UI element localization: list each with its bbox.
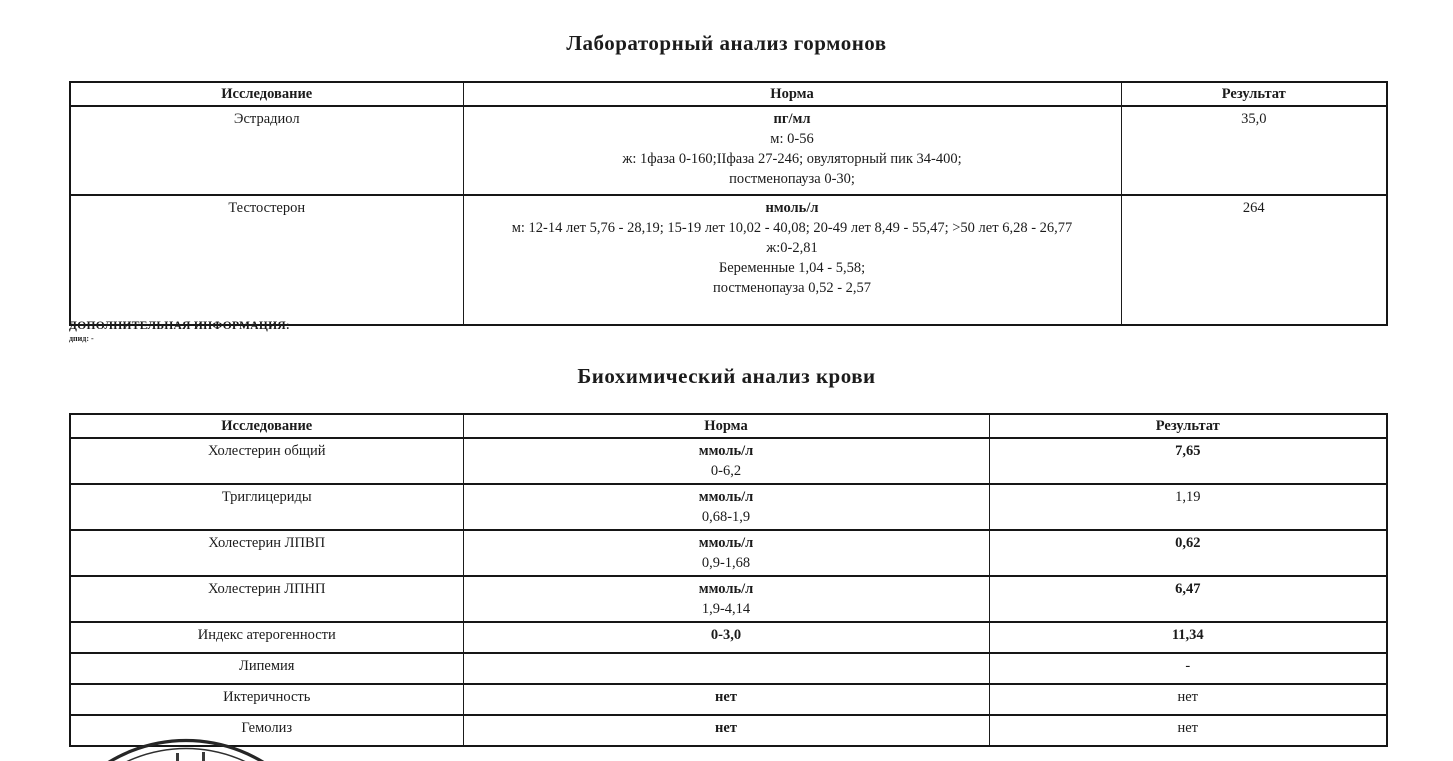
norm-cell [463, 684, 989, 715]
table-row [70, 484, 1387, 530]
norm-cell [463, 576, 989, 622]
header-result: Результат [1121, 82, 1387, 106]
norm-unit: пг/мл [773, 111, 811, 127]
header-result: Результат [989, 414, 1387, 438]
table-header-row [70, 414, 1387, 438]
norm-range: 0,68-1,9 [701, 509, 751, 525]
study-name-cell: Холестерин ЛПВП [70, 530, 463, 576]
additional-info-label: ДОПОЛНИТЕЛЬНАЯ ИНФОРМАЦИЯ: [69, 320, 291, 332]
norm-value: нет [715, 720, 737, 736]
norm-line: ж:0-2,81 [766, 240, 818, 256]
table-row [70, 653, 1387, 684]
study-name-cell: Холестерин общий [70, 438, 463, 484]
norm-value: нет [715, 689, 737, 705]
norm-line: постменопауза 0-30; [729, 171, 855, 187]
norm-line: Беременные 1,04 - 5,58; [718, 260, 866, 276]
result-cell: 264 [1121, 195, 1387, 325]
norm-cell [463, 622, 989, 653]
norm-unit: ммоль/л [698, 535, 754, 551]
norm-cell [463, 715, 989, 746]
norm-line: м: 12-14 лет 5,76 - 28,19; 15-19 лет 10,02 - 40,08; 20-49 лет 8,49 - 55,47; >50 лет 6,28 - 26,77 [511, 220, 1073, 236]
table-header-row [70, 82, 1387, 106]
hormone-section-title: Лабораторный анализ гормонов [566, 31, 887, 55]
header-norm: Норма [463, 82, 1121, 106]
norm-unit: ммоль/л [698, 581, 754, 597]
study-name-cell: Гемолиз [70, 715, 463, 746]
study-name-cell: Триглицериды [70, 484, 463, 530]
result-cell: нет [989, 715, 1387, 746]
norm-cell [463, 484, 989, 530]
biochem-section-title: Биохимический анализ крови [577, 364, 876, 388]
norm-cell [463, 653, 989, 684]
norm-range: 0-6,2 [710, 463, 742, 479]
table-row [70, 195, 1387, 325]
study-name-cell: Иктеричность [70, 684, 463, 715]
result-cell: 11,34 [989, 622, 1387, 653]
norm-range: 0,9-1,68 [701, 555, 751, 571]
hormone-results-table [69, 81, 1388, 326]
round-stamp-icon [30, 737, 350, 761]
study-name-cell: Индекс атерогенности [70, 622, 463, 653]
result-cell: 7,65 [989, 438, 1387, 484]
table-row [70, 438, 1387, 484]
norm-range: 0-3,0 [710, 627, 742, 643]
norm-range: 1,9-4,14 [701, 601, 751, 617]
norm-unit: ммоль/л [698, 489, 754, 505]
study-name-cell: Холестерин ЛПНП [70, 576, 463, 622]
header-norm: Норма [463, 414, 989, 438]
header-study: Исследование [70, 414, 463, 438]
study-name-cell: Липемия [70, 653, 463, 684]
header-study: Исследование [70, 82, 463, 106]
result-cell: 35,0 [1121, 106, 1387, 195]
result-cell: нет [989, 684, 1387, 715]
table-row [70, 530, 1387, 576]
study-name-cell: Эстрадиол [70, 106, 463, 195]
result-cell: 6,47 [989, 576, 1387, 622]
table-row [70, 106, 1387, 195]
result-cell: 0,62 [989, 530, 1387, 576]
additional-info-note: дпид: - [69, 334, 94, 343]
result-cell: 1,19 [989, 484, 1387, 530]
norm-line: м: 0-56 [770, 131, 814, 147]
norm-cell [463, 195, 1121, 325]
table-row [70, 576, 1387, 622]
norm-cell [463, 438, 989, 484]
biochem-results-table [69, 413, 1388, 747]
norm-unit: нмоль/л [765, 200, 819, 216]
norm-cell [463, 106, 1121, 195]
table-row [70, 622, 1387, 653]
norm-line: постменопауза 0,52 - 2,57 [712, 280, 872, 296]
study-name-cell: Тестостерон [70, 195, 463, 325]
norm-line: ж: 1фаза 0-160;IIфаза 27-246; овуляторный пик 34-400; [622, 151, 962, 167]
result-cell: - [989, 653, 1387, 684]
norm-unit: ммоль/л [698, 443, 754, 459]
norm-cell [463, 530, 989, 576]
table-row [70, 684, 1387, 715]
